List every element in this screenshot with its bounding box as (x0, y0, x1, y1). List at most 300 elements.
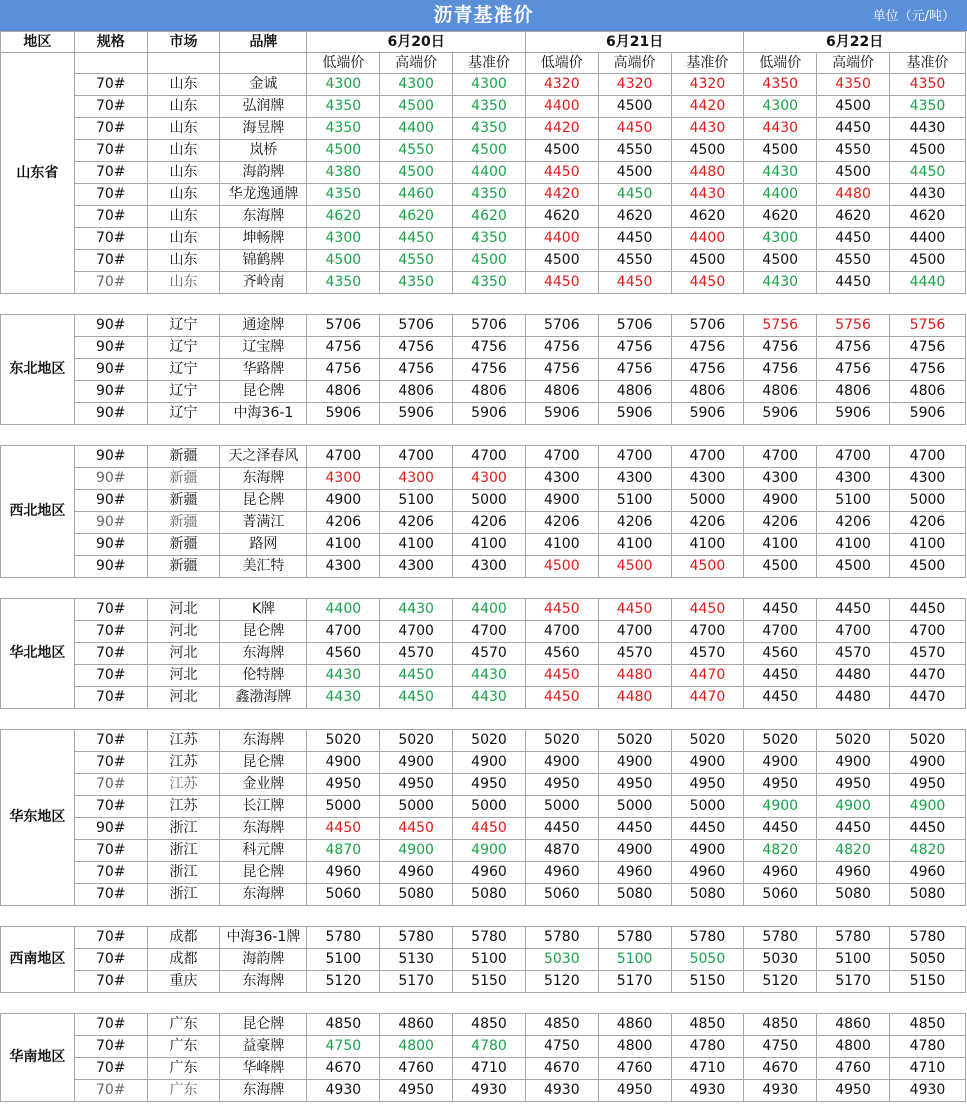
price-cell: 4450 (380, 818, 453, 840)
market-cell: 山东 (147, 228, 220, 250)
brand-cell: 昆仑牌 (220, 621, 307, 643)
price-cell: 4806 (598, 381, 671, 403)
price-cell: 5170 (380, 971, 453, 993)
price-cell: 5706 (671, 315, 744, 337)
spec-cell: 70# (74, 621, 147, 643)
table-row (1, 272, 966, 294)
price-cell: 4930 (889, 1080, 965, 1102)
market-cell: 浙江 (147, 818, 220, 840)
price-cell: 4620 (525, 206, 598, 228)
price-cell: 4400 (307, 599, 380, 621)
brand-cell: 华路牌 (220, 359, 307, 381)
col-header-region: 地区 (1, 32, 75, 53)
price-cell: 4700 (889, 446, 965, 468)
price-cell: 4420 (671, 96, 744, 118)
price-label: 基准价 (889, 53, 965, 74)
market-cell: 广东 (147, 1080, 220, 1102)
spec-cell: 70# (74, 206, 147, 228)
price-cell: 4450 (525, 272, 598, 294)
brand-cell: 路网 (220, 534, 307, 556)
price-cell: 4800 (598, 1036, 671, 1058)
brand-cell: 东海牌 (220, 643, 307, 665)
price-cell: 4950 (671, 774, 744, 796)
price-cell: 5780 (598, 927, 671, 949)
market-cell: 广东 (147, 1014, 220, 1036)
price-cell: 4450 (671, 272, 744, 294)
table-row (1, 534, 966, 556)
price-cell: 4960 (307, 862, 380, 884)
spec-cell: 90# (74, 315, 147, 337)
price-cell: 4450 (744, 818, 817, 840)
spec-cell: 90# (74, 359, 147, 381)
price-cell: 4206 (671, 512, 744, 534)
price-cell: 4350 (453, 228, 526, 250)
market-cell: 河北 (147, 621, 220, 643)
brand-cell: 海韵牌 (220, 162, 307, 184)
price-cell: 5050 (671, 949, 744, 971)
price-cell: 4850 (453, 1014, 526, 1036)
price-cell: 4860 (817, 1014, 890, 1036)
price-cell: 4780 (889, 1036, 965, 1058)
spec-cell: 70# (74, 96, 147, 118)
price-cell: 5000 (889, 490, 965, 512)
subheader-row (1, 53, 966, 74)
table-row (1, 927, 966, 949)
brand-cell: 科元牌 (220, 840, 307, 862)
price-cell: 4870 (525, 840, 598, 862)
spec-cell: 90# (74, 490, 147, 512)
price-cell: 4806 (380, 381, 453, 403)
price-cell: 4500 (817, 556, 890, 578)
price-table (0, 31, 966, 1102)
price-cell: 4450 (671, 818, 744, 840)
price-cell: 4950 (889, 774, 965, 796)
price-cell: 5080 (671, 884, 744, 906)
price-cell: 4700 (525, 446, 598, 468)
price-cell: 5906 (307, 403, 380, 425)
table-row (1, 665, 966, 687)
spacer-row (1, 578, 966, 599)
table-row (1, 1014, 966, 1036)
table-row (1, 118, 966, 140)
price-cell: 4470 (671, 665, 744, 687)
price-cell: 4500 (889, 250, 965, 272)
price-cell: 4930 (453, 1080, 526, 1102)
price-cell: 4820 (889, 840, 965, 862)
market-cell: 江苏 (147, 730, 220, 752)
spec-cell: 70# (74, 1014, 147, 1036)
price-cell: 5020 (453, 730, 526, 752)
price-cell: 4300 (307, 556, 380, 578)
price-cell: 4950 (598, 1080, 671, 1102)
brand-cell: 海昱牌 (220, 118, 307, 140)
spec-cell: 70# (74, 1080, 147, 1102)
empty-cell (74, 53, 147, 74)
price-cell: 4950 (817, 1080, 890, 1102)
market-cell: 山东 (147, 206, 220, 228)
table-row (1, 446, 966, 468)
price-cell: 4480 (817, 184, 890, 206)
price-cell: 5780 (453, 927, 526, 949)
price-cell: 4960 (817, 862, 890, 884)
table-row (1, 315, 966, 337)
brand-cell: 金业牌 (220, 774, 307, 796)
spec-cell: 90# (74, 381, 147, 403)
price-cell: 4700 (598, 621, 671, 643)
spec-cell: 70# (74, 1036, 147, 1058)
price-cell: 4300 (744, 468, 817, 490)
spec-cell: 70# (74, 272, 147, 294)
price-cell: 4420 (525, 184, 598, 206)
table-row (1, 818, 966, 840)
brand-cell: 华龙逸通牌 (220, 184, 307, 206)
price-cell: 4550 (598, 140, 671, 162)
price-cell: 4550 (380, 140, 453, 162)
price-cell: 4950 (525, 774, 598, 796)
price-cell: 5906 (525, 403, 598, 425)
price-cell: 4700 (525, 621, 598, 643)
price-cell: 4960 (744, 862, 817, 884)
price-cell: 4450 (671, 599, 744, 621)
price-cell: 4930 (744, 1080, 817, 1102)
market-cell: 辽宁 (147, 381, 220, 403)
spec-cell: 70# (74, 643, 147, 665)
price-cell: 4870 (307, 840, 380, 862)
table-row (1, 490, 966, 512)
price-cell: 5706 (598, 315, 671, 337)
price-cell: 4900 (380, 752, 453, 774)
spacer-cell (1, 425, 966, 446)
price-cell: 4900 (525, 752, 598, 774)
price-cell: 4900 (307, 490, 380, 512)
price-cell: 5020 (817, 730, 890, 752)
price-cell: 4450 (817, 272, 890, 294)
price-cell: 4500 (525, 250, 598, 272)
price-cell: 4700 (307, 621, 380, 643)
price-cell: 5060 (525, 884, 598, 906)
market-cell: 辽宁 (147, 403, 220, 425)
price-cell: 4350 (307, 118, 380, 140)
price-cell: 4620 (307, 206, 380, 228)
price-cell: 5756 (889, 315, 965, 337)
price-cell: 4950 (380, 1080, 453, 1102)
price-cell: 4400 (525, 228, 598, 250)
table-row (1, 884, 966, 906)
price-cell: 5906 (453, 403, 526, 425)
price-label: 基准价 (671, 53, 744, 74)
price-cell: 4570 (889, 643, 965, 665)
price-cell: 4470 (889, 687, 965, 709)
price-label: 低端价 (525, 53, 598, 74)
price-cell: 4400 (889, 228, 965, 250)
price-cell: 4100 (889, 534, 965, 556)
price-cell: 5780 (817, 927, 890, 949)
price-cell: 4400 (380, 118, 453, 140)
table-row (1, 556, 966, 578)
price-cell: 4756 (744, 337, 817, 359)
price-cell: 4450 (525, 599, 598, 621)
price-cell: 4550 (598, 250, 671, 272)
price-cell: 4570 (453, 643, 526, 665)
price-cell: 4480 (817, 665, 890, 687)
price-cell: 5100 (598, 490, 671, 512)
price-cell: 4860 (598, 1014, 671, 1036)
price-cell: 4900 (889, 752, 965, 774)
price-cell: 4806 (817, 381, 890, 403)
date-header-2: 6月21日 (525, 32, 743, 53)
market-cell: 重庆 (147, 971, 220, 993)
price-cell: 4430 (380, 599, 453, 621)
price-cell: 4756 (671, 359, 744, 381)
price-cell: 4670 (744, 1058, 817, 1080)
price-cell: 4500 (380, 96, 453, 118)
price-cell: 4900 (671, 840, 744, 862)
price-cell: 4850 (525, 1014, 598, 1036)
price-cell: 5100 (380, 490, 453, 512)
spec-cell: 70# (74, 228, 147, 250)
price-cell: 4756 (598, 337, 671, 359)
price-cell: 4450 (598, 599, 671, 621)
table-row (1, 752, 966, 774)
brand-cell: 鑫渤海牌 (220, 687, 307, 709)
price-cell: 5000 (307, 796, 380, 818)
price-cell: 4900 (380, 840, 453, 862)
price-cell: 4450 (307, 818, 380, 840)
spec-cell: 90# (74, 337, 147, 359)
price-cell: 4300 (453, 556, 526, 578)
spacer-row (1, 425, 966, 446)
price-cell: 5000 (598, 796, 671, 818)
spec-cell: 70# (74, 840, 147, 862)
table-row (1, 162, 966, 184)
price-cell: 4450 (744, 687, 817, 709)
market-cell: 成都 (147, 927, 220, 949)
price-cell: 4430 (671, 184, 744, 206)
spacer-row (1, 294, 966, 315)
price-cell: 4300 (525, 468, 598, 490)
price-label: 高端价 (817, 53, 890, 74)
price-cell: 5030 (744, 949, 817, 971)
table-row (1, 840, 966, 862)
price-cell: 4960 (525, 862, 598, 884)
market-cell: 山东 (147, 272, 220, 294)
price-cell: 4900 (817, 752, 890, 774)
price-cell: 4700 (671, 621, 744, 643)
price-cell: 5120 (307, 971, 380, 993)
price-cell: 4500 (453, 140, 526, 162)
spec-cell: 70# (74, 927, 147, 949)
col-header-brand: 品牌 (220, 32, 307, 53)
price-cell: 5100 (307, 949, 380, 971)
price-cell: 4450 (817, 599, 890, 621)
price-cell: 4756 (380, 359, 453, 381)
price-cell: 5030 (525, 949, 598, 971)
market-cell: 新疆 (147, 490, 220, 512)
price-cell: 4850 (671, 1014, 744, 1036)
brand-cell: 齐岭南 (220, 272, 307, 294)
price-cell: 4960 (380, 862, 453, 884)
table-row (1, 403, 966, 425)
price-cell: 5080 (817, 884, 890, 906)
market-cell: 山东 (147, 184, 220, 206)
spec-cell: 70# (74, 74, 147, 96)
price-cell: 4430 (744, 162, 817, 184)
price-cell: 4950 (380, 774, 453, 796)
price-cell: 4710 (453, 1058, 526, 1080)
price-cell: 4450 (889, 599, 965, 621)
price-cell: 4930 (525, 1080, 598, 1102)
price-label: 高端价 (598, 53, 671, 74)
price-cell: 4700 (453, 446, 526, 468)
price-cell: 4206 (598, 512, 671, 534)
brand-cell: 昆仑牌 (220, 862, 307, 884)
price-cell: 4450 (453, 818, 526, 840)
price-cell: 4206 (817, 512, 890, 534)
price-cell: 4400 (671, 228, 744, 250)
price-cell: 5756 (817, 315, 890, 337)
price-cell: 4700 (598, 446, 671, 468)
brand-cell: 弘润牌 (220, 96, 307, 118)
price-cell: 5000 (525, 796, 598, 818)
price-cell: 5050 (889, 949, 965, 971)
price-cell: 4300 (598, 468, 671, 490)
spec-cell: 70# (74, 140, 147, 162)
price-cell: 4750 (525, 1036, 598, 1058)
price-cell: 4320 (525, 74, 598, 96)
price-cell: 4620 (598, 206, 671, 228)
table-row (1, 796, 966, 818)
price-cell: 4700 (307, 446, 380, 468)
price-cell: 4300 (817, 468, 890, 490)
price-cell: 4850 (307, 1014, 380, 1036)
table-row (1, 1036, 966, 1058)
price-cell: 4900 (598, 752, 671, 774)
price-cell: 4480 (598, 665, 671, 687)
price-cell: 4430 (889, 118, 965, 140)
price-cell: 4930 (671, 1080, 744, 1102)
spec-cell: 90# (74, 818, 147, 840)
price-cell: 4400 (453, 162, 526, 184)
brand-cell: 东海牌 (220, 730, 307, 752)
price-cell: 5020 (380, 730, 453, 752)
brand-cell: 昆仑牌 (220, 490, 307, 512)
price-cell: 4900 (525, 490, 598, 512)
price-cell: 4450 (744, 599, 817, 621)
table-row (1, 337, 966, 359)
price-cell: 4350 (307, 272, 380, 294)
price-cell: 4350 (744, 74, 817, 96)
price-cell: 4756 (453, 337, 526, 359)
spacer-cell (1, 578, 966, 599)
price-cell: 4750 (744, 1036, 817, 1058)
price-cell: 5120 (744, 971, 817, 993)
brand-cell: 昆仑牌 (220, 1014, 307, 1036)
price-cell: 4300 (744, 228, 817, 250)
brand-cell: 长江牌 (220, 796, 307, 818)
price-cell: 4756 (598, 359, 671, 381)
spec-cell: 90# (74, 512, 147, 534)
price-cell: 4950 (307, 774, 380, 796)
brand-cell: 东海牌 (220, 971, 307, 993)
price-cell: 4100 (598, 534, 671, 556)
price-cell: 5706 (453, 315, 526, 337)
price-cell: 4756 (307, 359, 380, 381)
price-cell: 4756 (525, 359, 598, 381)
price-cell: 4760 (817, 1058, 890, 1080)
brand-cell: 伦特牌 (220, 665, 307, 687)
price-cell: 4300 (307, 74, 380, 96)
price-cell: 4320 (671, 74, 744, 96)
price-cell: 5780 (671, 927, 744, 949)
price-cell: 4300 (453, 74, 526, 96)
price-cell: 5150 (889, 971, 965, 993)
table-row (1, 1058, 966, 1080)
price-cell: 4900 (453, 840, 526, 862)
market-cell: 新疆 (147, 468, 220, 490)
price-cell: 4430 (671, 118, 744, 140)
price-cell: 4450 (598, 818, 671, 840)
price-cell: 4700 (889, 621, 965, 643)
price-cell: 4300 (671, 468, 744, 490)
price-cell: 4900 (744, 796, 817, 818)
price-cell: 4350 (380, 272, 453, 294)
price-cell: 4100 (817, 534, 890, 556)
price-cell: 4960 (598, 862, 671, 884)
region-name: 华北地区 (1, 599, 75, 709)
table-row (1, 862, 966, 884)
spec-cell: 70# (74, 862, 147, 884)
spacer-row (1, 709, 966, 730)
region-name: 华东地区 (1, 730, 75, 906)
sheet-title: 沥青基准价 (433, 4, 534, 26)
price-cell: 5020 (671, 730, 744, 752)
price-cell: 4756 (744, 359, 817, 381)
spec-cell: 70# (74, 1058, 147, 1080)
price-cell: 4206 (307, 512, 380, 534)
price-label: 低端价 (744, 53, 817, 74)
table-row (1, 730, 966, 752)
table-row (1, 140, 966, 162)
col-header-market: 市场 (147, 32, 220, 53)
price-cell: 4206 (889, 512, 965, 534)
price-cell: 4700 (817, 446, 890, 468)
price-cell: 4806 (671, 381, 744, 403)
price-cell: 4300 (380, 468, 453, 490)
spec-cell: 90# (74, 446, 147, 468)
unit-label: 单位（元/吨） (872, 9, 955, 24)
price-cell: 4900 (453, 752, 526, 774)
price-cell: 5020 (598, 730, 671, 752)
region-name: 东北地区 (1, 315, 75, 425)
market-cell: 成都 (147, 949, 220, 971)
price-cell: 4350 (453, 118, 526, 140)
price-cell: 4500 (525, 556, 598, 578)
price-cell: 4950 (598, 774, 671, 796)
price-cell: 4550 (817, 140, 890, 162)
price-cell: 4960 (889, 862, 965, 884)
table-row (1, 359, 966, 381)
price-cell: 5150 (453, 971, 526, 993)
price-cell: 4400 (744, 184, 817, 206)
price-cell: 4950 (744, 774, 817, 796)
price-cell: 4700 (380, 621, 453, 643)
price-cell: 4900 (307, 752, 380, 774)
price-cell: 4500 (380, 162, 453, 184)
price-cell: 4450 (525, 665, 598, 687)
price-cell: 5000 (453, 490, 526, 512)
market-cell: 山东 (147, 140, 220, 162)
price-cell: 4500 (889, 140, 965, 162)
